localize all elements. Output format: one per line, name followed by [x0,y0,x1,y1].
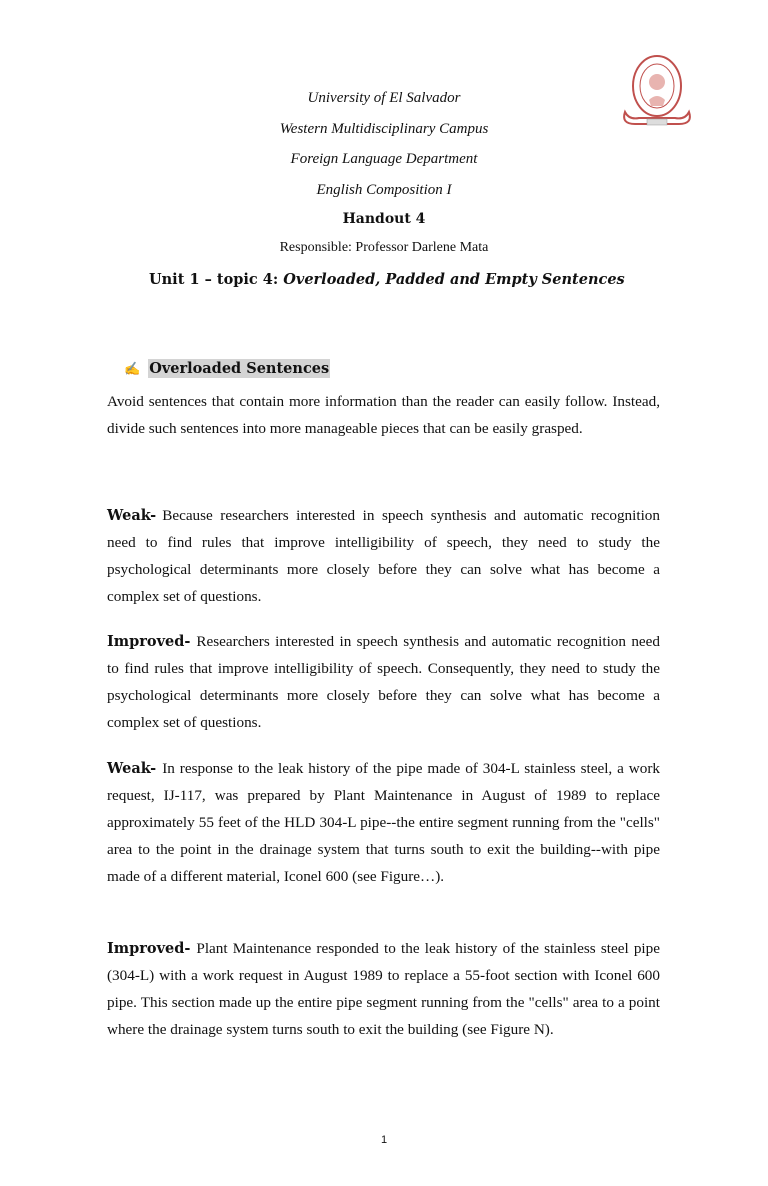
writing-hand-icon: ✍ [124,362,141,377]
paragraph-text: Researchers interested in speech synthesis and automatic recognition need to find rules that improve intelligibility of speech. Consequently, they need to study the psychological determinants more closely before they can solve what has become a complex set of questions. [107,633,660,731]
responsible-line: Responsible: Professor Darlene Mata [279,240,489,255]
example-label: Weak- [107,507,157,524]
department-name: Foreign Language Department [290,151,478,167]
university-name: University of El Salvador [307,90,461,106]
paragraph-text: Avoid sentences that contain more information than the reader can easily follow. Instead, divide such sentences into more manageable pieces that can be easily grasped. [107,393,660,437]
campus-name: Western Multidisciplinary Campus [279,121,489,137]
example-label: Improved- [107,940,191,957]
weak-example-2 [107,755,660,890]
intro-paragraph [107,388,660,442]
unit-title: Overloaded, Padded and Empty Sentences [283,271,625,288]
section-title: Overloaded Sentences [149,360,330,377]
university-seal-logo [617,50,697,140]
improved-example-1 [107,628,660,736]
paragraph-text: In response to the leak history of the pipe made of 304-L stainless steel, a work request, IJ-117, was prepared by Plant Maintenance in August of 1989 to replace approximately 55 feet of the HLD 304-L pipe--the entire segment running from the "cells" area to the point in the drainage system that turns south to exit the building--with pipe made of a different material, Iconel 600 (see Figure…). [107,760,660,885]
unit-heading [149,271,625,288]
improved-example-2 [107,935,660,1043]
example-label: Weak- [107,760,157,777]
paragraph-text: Plant Maintenance responded to the leak history of the stainless steel pipe (304-L) with a work request in August 1989 to replace a 55-foot section with Iconel 600 pipe. This section made up the entire pipe segment running from the "cells" area to a point where the drainage system turns south to exit the building (see Figure N). [107,940,660,1038]
handout-title: Handout 4 [342,211,426,227]
unit-prefix: Unit 1 – topic 4: [149,271,284,288]
page-number: 1 [380,1134,388,1146]
weak-example-1 [107,502,660,610]
paragraph-text: Because researchers interested in speech synthesis and automatic recognition need to find rules that improve intelligibility of speech, they need to study the psychological determinants more closely before they can solve what has become a complex set of questions. [107,507,660,605]
example-label: Improved- [107,633,191,650]
section-heading [124,360,330,377]
course-name: English Composition I [316,182,452,198]
